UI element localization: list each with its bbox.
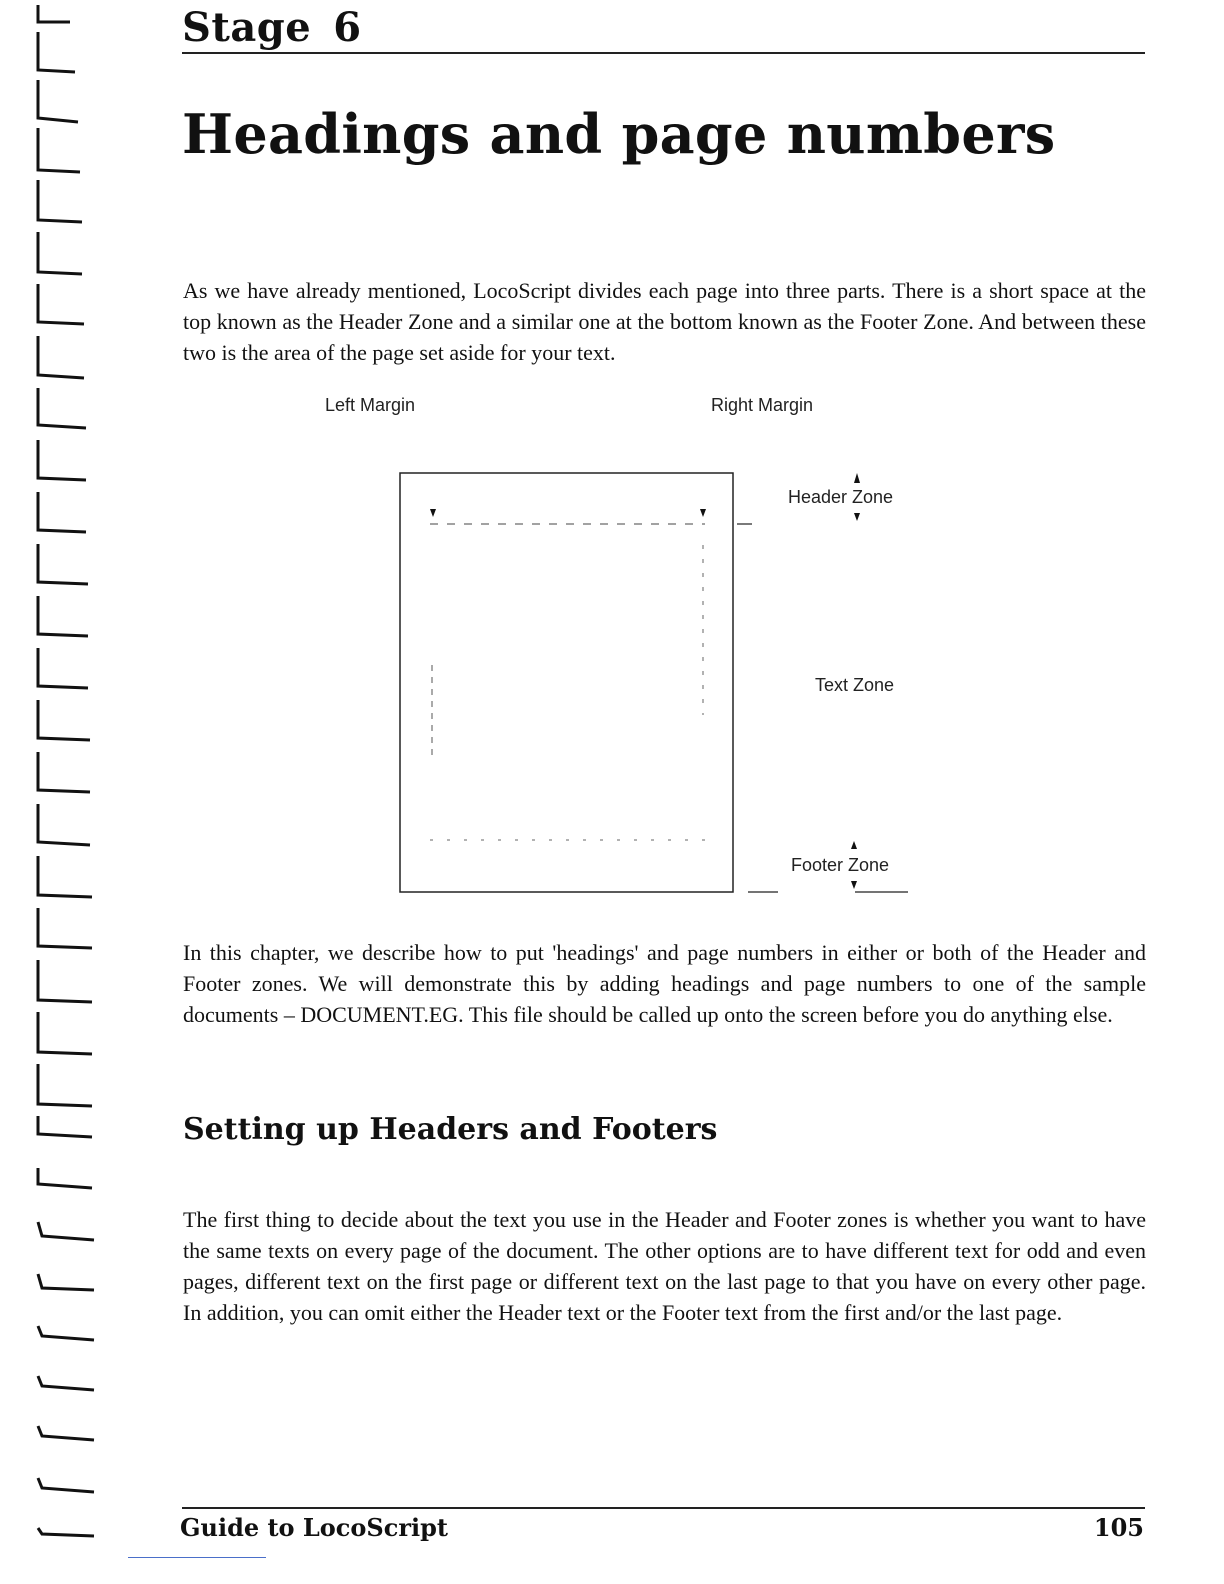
page-zones-diagram <box>300 385 1000 905</box>
left-margin-label: Left Margin <box>325 395 416 415</box>
header-zone-up-arrow-icon <box>854 473 860 483</box>
footer-book-title: Guide to LocoScript <box>180 1513 448 1542</box>
left-margin-arrow-icon <box>430 509 436 517</box>
text-zone-label: Text Zone <box>815 675 895 695</box>
section-paragraph: The first thing to decide about the text you use in the Header and Footer zones is whether you want to have the same texts on every page of the document. The other options are to have different text for odd and even pages, different text on the first page or different text on the last page to that you have on every other page. In addition, you can omit either the Header text or the Footer text from the first and/or the last page. <box>183 1207 1146 1325</box>
bottom-divider <box>182 1507 1145 1509</box>
footer-zone-label: Footer Zone <box>791 855 890 875</box>
section-heading: Setting up Headers and Footers <box>183 1112 718 1147</box>
page-title: Headings and page numbers <box>182 102 1056 166</box>
scan-artifact-line <box>128 1557 266 1558</box>
right-margin-arrow-icon <box>700 509 706 517</box>
intro-paragraph: As we have already mentioned, LocoScript divides each page into three parts. There is a short space at the top known as the Header Zone and a similar one at the bottom known as the Footer Zone. And between these two is the area of the page set aside for your text. <box>183 278 1146 365</box>
page-outline <box>400 473 733 892</box>
header-zone-down-arrow-icon <box>854 513 860 521</box>
footer-zone-down-arrow-icon <box>851 881 857 889</box>
stage-label: Stage <box>182 4 312 51</box>
footer-zone-up-arrow-icon <box>851 841 857 849</box>
stage-number: 6 <box>333 4 362 51</box>
top-divider <box>182 52 1145 54</box>
header-zone-label: Header Zone <box>788 487 894 507</box>
chapter-paragraph: In this chapter, we describe how to put 'headings' and page numbers in either or both of the Header and Footer zones. We will demonstrate this by adding headings and page numbers to one of the sample documents – DOCUMENT.EG. This file should be called up onto the screen before you do anything else. <box>183 940 1146 1027</box>
stage-heading <box>182 4 362 51</box>
right-margin-label: Right Margin <box>711 395 814 415</box>
footer-page-number: 105 <box>1093 1513 1144 1542</box>
spiral-binding-decoration <box>0 0 110 1584</box>
